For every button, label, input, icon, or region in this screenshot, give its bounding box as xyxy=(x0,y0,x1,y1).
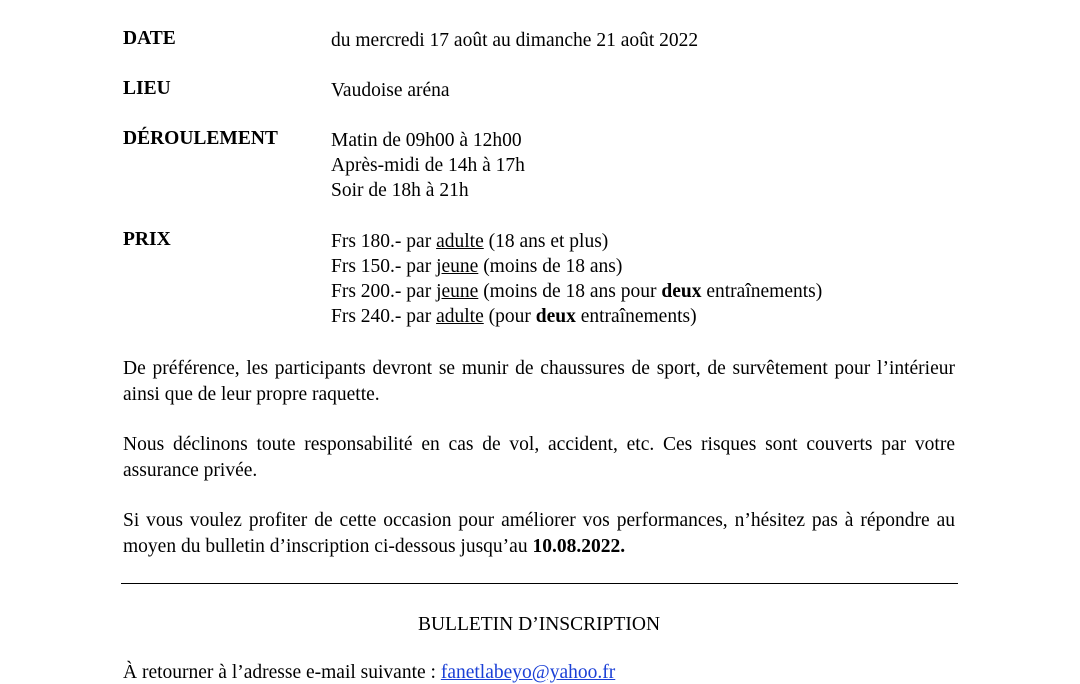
date-value: du mercredi 17 août au dimanche 21 août 2022 xyxy=(331,30,699,51)
price-line xyxy=(331,304,822,329)
registration-text: Si vous voulez profiter de cette occasion pour améliorer vos performances, n’hésitez pas à répondre au moyen du bulletin d’inscription ci-dessous jusqu’au xyxy=(123,510,955,557)
price-emphasis: deux xyxy=(661,281,702,302)
prix-label: PRIX xyxy=(123,229,171,250)
price-category: adulte xyxy=(436,231,484,252)
price-detail: (pour xyxy=(483,306,536,327)
price-detail: (18 ans et plus) xyxy=(483,231,609,252)
price-category: adulte xyxy=(436,306,484,327)
date-label: DATE xyxy=(123,28,176,49)
price-line xyxy=(331,279,822,304)
deroulement-label: DÉROULEMENT xyxy=(123,128,278,149)
price-detail: (moins de 18 ans) xyxy=(478,256,623,277)
price-category: jeune xyxy=(436,281,479,302)
price-prefix: Frs 180.- par xyxy=(331,231,437,252)
deroulement-lines xyxy=(331,128,525,203)
lieu-value: Vaudoise aréna xyxy=(331,80,450,101)
price-line xyxy=(331,254,822,279)
price-detail: (moins de 18 ans pour xyxy=(478,281,662,302)
return-text: À retourner à l’adresse e-mail suivante : xyxy=(123,662,441,683)
price-tail: entraînements) xyxy=(575,306,697,327)
prix-lines xyxy=(331,229,822,329)
bulletin-title: BULLETIN D’INSCRIPTION xyxy=(417,614,661,635)
registration-paragraph xyxy=(123,508,955,559)
deroulement-line: Soir de 18h à 21h xyxy=(331,180,469,201)
equipment-paragraph: De préférence, les participants devront se munir de chaussures de sport, de survêtement pour l’intérieur ainsi que de leur propre raquette. xyxy=(123,358,955,405)
deroulement-line: Matin de 09h00 à 12h00 xyxy=(331,130,522,151)
price-prefix: Frs 200.- par xyxy=(331,281,437,302)
price-prefix: Frs 150.- par xyxy=(331,256,437,277)
divider-line xyxy=(121,583,958,584)
price-category: jeune xyxy=(436,256,479,277)
price-emphasis: deux xyxy=(535,306,576,327)
lieu-label: LIEU xyxy=(123,78,171,99)
price-line xyxy=(331,229,822,254)
liability-paragraph: Nous déclinons toute responsabilité en cas de vol, accident, etc. Ces risques sont couverts par votre assurance privée. xyxy=(123,434,955,481)
email-link[interactable]: fanetlabeyo@yahoo.fr xyxy=(440,662,616,683)
price-tail: entraînements) xyxy=(701,281,823,302)
clipped-top-line xyxy=(120,0,960,4)
deroulement-line: Après-midi de 14h à 17h xyxy=(331,155,525,176)
price-prefix: Frs 240.- par xyxy=(331,306,437,327)
return-instruction xyxy=(123,662,615,684)
registration-deadline: 10.08.2022. xyxy=(532,535,626,557)
